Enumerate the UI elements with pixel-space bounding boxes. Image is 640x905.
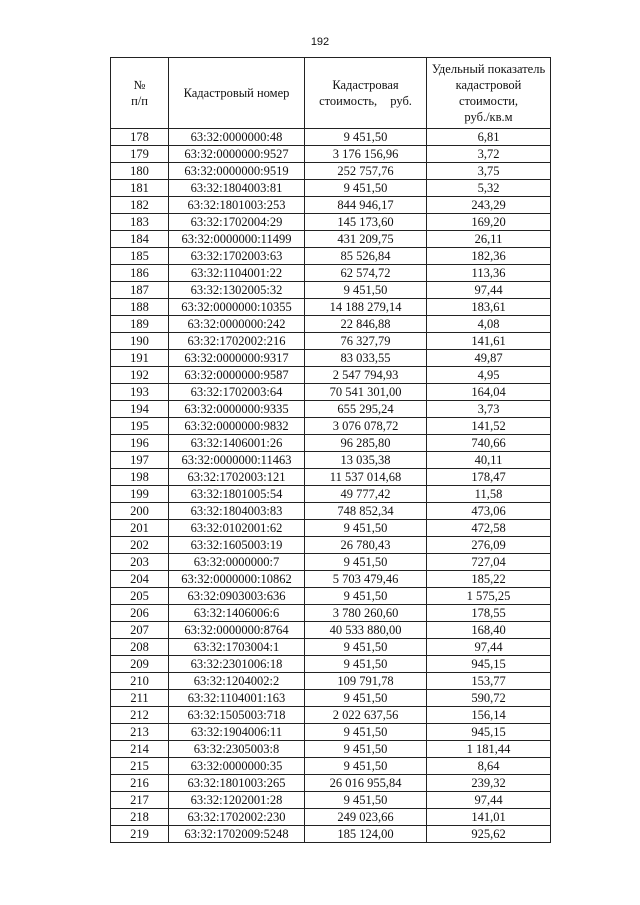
cell-specific-indicator: 473,06 <box>427 503 551 520</box>
table-row <box>111 724 551 741</box>
cell-num: 213 <box>111 724 169 741</box>
cell-cadastral-number: 63:32:1804003:83 <box>169 503 305 520</box>
cell-cadastral-number: 63:32:1302005:32 <box>169 282 305 299</box>
cell-specific-indicator: 178,47 <box>427 469 551 486</box>
cell-cadastral-number: 63:32:1702002:216 <box>169 333 305 350</box>
cell-cadastral-cost: 9 451,50 <box>305 520 427 537</box>
table-row <box>111 639 551 656</box>
cell-num: 205 <box>111 588 169 605</box>
table-row <box>111 469 551 486</box>
cell-cadastral-number: 63:32:0000000:7 <box>169 554 305 571</box>
table-row <box>111 809 551 826</box>
cell-cadastral-number: 63:32:1202001:28 <box>169 792 305 809</box>
cell-num: 202 <box>111 537 169 554</box>
header-specific-indicator-line: стоимости, <box>458 94 519 108</box>
table-row <box>111 588 551 605</box>
cell-cadastral-number: 63:32:0000000:11499 <box>169 231 305 248</box>
cell-specific-indicator: 925,62 <box>427 826 551 843</box>
cell-cadastral-cost: 96 285,80 <box>305 435 427 452</box>
cell-cadastral-cost: 62 574,72 <box>305 265 427 282</box>
cell-cadastral-number: 63:32:1801005:54 <box>169 486 305 503</box>
cell-specific-indicator: 945,15 <box>427 724 551 741</box>
table-row <box>111 282 551 299</box>
cell-specific-indicator: 185,22 <box>427 571 551 588</box>
cell-cadastral-cost: 145 173,60 <box>305 214 427 231</box>
cell-specific-indicator: 6,81 <box>427 129 551 146</box>
cell-specific-indicator: 11,58 <box>427 486 551 503</box>
cell-cadastral-number: 63:32:1702004:29 <box>169 214 305 231</box>
cell-specific-indicator: 97,44 <box>427 792 551 809</box>
table-row <box>111 163 551 180</box>
cell-specific-indicator: 239,32 <box>427 775 551 792</box>
cell-num: 183 <box>111 214 169 231</box>
table-row <box>111 401 551 418</box>
cell-num: 185 <box>111 248 169 265</box>
cell-specific-indicator: 141,01 <box>427 809 551 826</box>
cell-specific-indicator: 97,44 <box>427 639 551 656</box>
table-row <box>111 231 551 248</box>
cell-cadastral-cost: 109 791,78 <box>305 673 427 690</box>
header-specific-indicator-line: кадастровой <box>455 78 522 92</box>
cell-specific-indicator: 4,95 <box>427 367 551 384</box>
cell-cadastral-cost: 748 852,34 <box>305 503 427 520</box>
cell-specific-indicator: 183,61 <box>427 299 551 316</box>
table-row <box>111 350 551 367</box>
cell-cadastral-cost: 40 533 880,00 <box>305 622 427 639</box>
cell-cadastral-number: 63:32:0000000:11463 <box>169 452 305 469</box>
cell-num: 211 <box>111 690 169 707</box>
table-row <box>111 741 551 758</box>
cell-specific-indicator: 97,44 <box>427 282 551 299</box>
cell-specific-indicator: 727,04 <box>427 554 551 571</box>
cell-num: 217 <box>111 792 169 809</box>
table-row <box>111 418 551 435</box>
table-row <box>111 384 551 401</box>
cell-num: 207 <box>111 622 169 639</box>
cell-cadastral-number: 63:32:1406006:6 <box>169 605 305 622</box>
cell-cadastral-number: 63:32:1904006:11 <box>169 724 305 741</box>
cell-cadastral-cost: 9 451,50 <box>305 282 427 299</box>
header-specific-indicator-line: Удельный показатель <box>431 62 546 76</box>
cell-specific-indicator: 945,15 <box>427 656 551 673</box>
cell-specific-indicator: 49,87 <box>427 350 551 367</box>
cell-specific-indicator: 3,75 <box>427 163 551 180</box>
cell-specific-indicator: 141,61 <box>427 333 551 350</box>
cell-cadastral-cost: 83 033,55 <box>305 350 427 367</box>
table-row <box>111 214 551 231</box>
table-row <box>111 486 551 503</box>
cell-num: 181 <box>111 180 169 197</box>
cell-cadastral-number: 63:32:2305003:8 <box>169 741 305 758</box>
table-row <box>111 605 551 622</box>
cell-cadastral-number: 63:32:0000000:10355 <box>169 299 305 316</box>
table-row <box>111 299 551 316</box>
cell-num: 198 <box>111 469 169 486</box>
header-cadastral-cost-line: стоимость, руб. <box>319 94 412 108</box>
table-row <box>111 792 551 809</box>
cell-num: 212 <box>111 707 169 724</box>
table-row <box>111 197 551 214</box>
table-row <box>111 537 551 554</box>
cell-num: 208 <box>111 639 169 656</box>
cell-specific-indicator: 1 181,44 <box>427 741 551 758</box>
table-body <box>111 129 551 843</box>
cell-cadastral-number: 63:32:0000000:9587 <box>169 367 305 384</box>
cell-cadastral-number: 63:32:1702003:121 <box>169 469 305 486</box>
cell-cadastral-cost: 9 451,50 <box>305 129 427 146</box>
header-specific-indicator <box>427 58 551 129</box>
cell-num: 193 <box>111 384 169 401</box>
cell-cadastral-cost: 9 451,50 <box>305 758 427 775</box>
cell-num: 206 <box>111 605 169 622</box>
header-num-line: № <box>133 78 146 92</box>
cell-cadastral-number: 63:32:0000000:10862 <box>169 571 305 588</box>
cell-num: 195 <box>111 418 169 435</box>
table-row <box>111 775 551 792</box>
cell-specific-indicator: 243,29 <box>427 197 551 214</box>
cell-specific-indicator: 472,58 <box>427 520 551 537</box>
cell-cadastral-cost: 9 451,50 <box>305 690 427 707</box>
cell-specific-indicator: 113,36 <box>427 265 551 282</box>
header-num-line: п/п <box>131 94 148 108</box>
cell-cadastral-cost: 9 451,50 <box>305 180 427 197</box>
cell-cadastral-number: 63:32:0102001:62 <box>169 520 305 537</box>
cell-specific-indicator: 740,66 <box>427 435 551 452</box>
cell-specific-indicator: 178,55 <box>427 605 551 622</box>
header-cadastral-number <box>169 58 305 129</box>
cell-cadastral-number: 63:32:1804003:81 <box>169 180 305 197</box>
cell-cadastral-cost: 9 451,50 <box>305 656 427 673</box>
header-cadastral-cost-line: Кадастровая <box>332 78 399 92</box>
cell-cadastral-number: 63:32:0000000:48 <box>169 129 305 146</box>
table-row <box>111 129 551 146</box>
table-row <box>111 656 551 673</box>
cell-cadastral-cost: 431 209,75 <box>305 231 427 248</box>
cell-cadastral-number: 63:32:1605003:19 <box>169 537 305 554</box>
cell-cadastral-cost: 14 188 279,14 <box>305 299 427 316</box>
cell-num: 180 <box>111 163 169 180</box>
cell-cadastral-cost: 185 124,00 <box>305 826 427 843</box>
cell-num: 182 <box>111 197 169 214</box>
cell-cadastral-number: 63:32:2301006:18 <box>169 656 305 673</box>
table-row <box>111 316 551 333</box>
table-row <box>111 673 551 690</box>
cell-num: 200 <box>111 503 169 520</box>
cell-cadastral-number: 63:32:1702002:230 <box>169 809 305 826</box>
cell-cadastral-number: 63:32:1801003:265 <box>169 775 305 792</box>
header-cadastral-number-line: Кадастровый номер <box>183 86 290 100</box>
cell-specific-indicator: 1 575,25 <box>427 588 551 605</box>
cell-cadastral-number: 63:32:1104001:163 <box>169 690 305 707</box>
cell-specific-indicator: 40,11 <box>427 452 551 469</box>
cell-cadastral-cost: 26 016 955,84 <box>305 775 427 792</box>
cell-num: 184 <box>111 231 169 248</box>
cell-cadastral-number: 63:32:1703004:1 <box>169 639 305 656</box>
cell-cadastral-cost: 249 023,66 <box>305 809 427 826</box>
table-row <box>111 435 551 452</box>
cell-num: 214 <box>111 741 169 758</box>
cell-cadastral-cost: 9 451,50 <box>305 792 427 809</box>
table-row <box>111 520 551 537</box>
cell-num: 215 <box>111 758 169 775</box>
cell-cadastral-number: 63:32:1406001:26 <box>169 435 305 452</box>
page-number: 192 <box>310 36 330 48</box>
cell-cadastral-number: 63:32:1702003:64 <box>169 384 305 401</box>
header-cadastral-cost <box>305 58 427 129</box>
cell-num: 190 <box>111 333 169 350</box>
cell-num: 187 <box>111 282 169 299</box>
table-row <box>111 248 551 265</box>
cell-specific-indicator: 156,14 <box>427 707 551 724</box>
cell-cadastral-cost: 76 327,79 <box>305 333 427 350</box>
table-row <box>111 707 551 724</box>
cell-cadastral-number: 63:32:0000000:8764 <box>169 622 305 639</box>
cell-num: 194 <box>111 401 169 418</box>
table-row <box>111 571 551 588</box>
cell-cadastral-cost: 3 780 260,60 <box>305 605 427 622</box>
cell-num: 191 <box>111 350 169 367</box>
cell-specific-indicator: 169,20 <box>427 214 551 231</box>
cell-cadastral-number: 63:32:1702009:5248 <box>169 826 305 843</box>
table-row <box>111 333 551 350</box>
header-num <box>111 58 169 129</box>
cell-specific-indicator: 590,72 <box>427 690 551 707</box>
cell-cadastral-number: 63:32:1801003:253 <box>169 197 305 214</box>
cell-num: 219 <box>111 826 169 843</box>
cell-cadastral-cost: 655 295,24 <box>305 401 427 418</box>
table-row <box>111 690 551 707</box>
cell-cadastral-cost: 9 451,50 <box>305 724 427 741</box>
cell-specific-indicator: 164,04 <box>427 384 551 401</box>
header-specific-indicator-line: руб./кв.м <box>464 110 513 124</box>
table-header-row <box>111 58 551 129</box>
cell-num: 216 <box>111 775 169 792</box>
cell-specific-indicator: 26,11 <box>427 231 551 248</box>
cell-cadastral-cost: 26 780,43 <box>305 537 427 554</box>
cell-num: 189 <box>111 316 169 333</box>
cell-cadastral-cost: 70 541 301,00 <box>305 384 427 401</box>
cell-cadastral-cost: 13 035,38 <box>305 452 427 469</box>
cell-num: 201 <box>111 520 169 537</box>
table-row <box>111 503 551 520</box>
cell-cadastral-cost: 844 946,17 <box>305 197 427 214</box>
cadastral-table <box>110 57 551 843</box>
cell-cadastral-number: 63:32:0903003:636 <box>169 588 305 605</box>
table-row <box>111 758 551 775</box>
cell-cadastral-number: 63:32:0000000:35 <box>169 758 305 775</box>
cell-num: 199 <box>111 486 169 503</box>
cell-specific-indicator: 8,64 <box>427 758 551 775</box>
cell-specific-indicator: 3,72 <box>427 146 551 163</box>
cell-num: 179 <box>111 146 169 163</box>
cell-cadastral-number: 63:32:0000000:9832 <box>169 418 305 435</box>
cell-specific-indicator: 141,52 <box>427 418 551 435</box>
table-row <box>111 265 551 282</box>
table-row <box>111 146 551 163</box>
cell-num: 209 <box>111 656 169 673</box>
cell-num: 203 <box>111 554 169 571</box>
cell-cadastral-cost: 2 547 794,93 <box>305 367 427 384</box>
table-row <box>111 826 551 843</box>
table-row <box>111 180 551 197</box>
cell-cadastral-cost: 85 526,84 <box>305 248 427 265</box>
cell-cadastral-cost: 252 757,76 <box>305 163 427 180</box>
cell-cadastral-cost: 5 703 479,46 <box>305 571 427 588</box>
cell-num: 186 <box>111 265 169 282</box>
cell-specific-indicator: 168,40 <box>427 622 551 639</box>
cell-cadastral-cost: 2 022 637,56 <box>305 707 427 724</box>
cell-num: 188 <box>111 299 169 316</box>
cell-cadastral-cost: 3 076 078,72 <box>305 418 427 435</box>
cell-specific-indicator: 4,08 <box>427 316 551 333</box>
cell-specific-indicator: 153,77 <box>427 673 551 690</box>
cell-specific-indicator: 5,32 <box>427 180 551 197</box>
cell-cadastral-number: 63:32:1702003:63 <box>169 248 305 265</box>
cell-cadastral-cost: 9 451,50 <box>305 741 427 758</box>
cell-cadastral-number: 63:32:0000000:9519 <box>169 163 305 180</box>
cell-cadastral-number: 63:32:1104001:22 <box>169 265 305 282</box>
table-row <box>111 554 551 571</box>
table-row <box>111 367 551 384</box>
cell-cadastral-cost: 49 777,42 <box>305 486 427 503</box>
table-row <box>111 452 551 469</box>
cell-cadastral-number: 63:32:0000000:9317 <box>169 350 305 367</box>
cell-cadastral-cost: 22 846,88 <box>305 316 427 333</box>
cell-cadastral-cost: 11 537 014,68 <box>305 469 427 486</box>
cell-cadastral-number: 63:32:0000000:9335 <box>169 401 305 418</box>
table-row <box>111 622 551 639</box>
cell-cadastral-cost: 3 176 156,96 <box>305 146 427 163</box>
cell-cadastral-number: 63:32:0000000:9527 <box>169 146 305 163</box>
cell-cadastral-cost: 9 451,50 <box>305 588 427 605</box>
cell-num: 196 <box>111 435 169 452</box>
cell-cadastral-cost: 9 451,50 <box>305 639 427 656</box>
cell-num: 178 <box>111 129 169 146</box>
cell-specific-indicator: 3,73 <box>427 401 551 418</box>
cell-cadastral-number: 63:32:1204002:2 <box>169 673 305 690</box>
cell-specific-indicator: 182,36 <box>427 248 551 265</box>
cell-num: 192 <box>111 367 169 384</box>
cell-num: 218 <box>111 809 169 826</box>
cell-cadastral-number: 63:32:1505003:718 <box>169 707 305 724</box>
cell-num: 204 <box>111 571 169 588</box>
cell-num: 197 <box>111 452 169 469</box>
cell-num: 210 <box>111 673 169 690</box>
cell-specific-indicator: 276,09 <box>427 537 551 554</box>
cell-cadastral-cost: 9 451,50 <box>305 554 427 571</box>
cell-cadastral-number: 63:32:0000000:242 <box>169 316 305 333</box>
